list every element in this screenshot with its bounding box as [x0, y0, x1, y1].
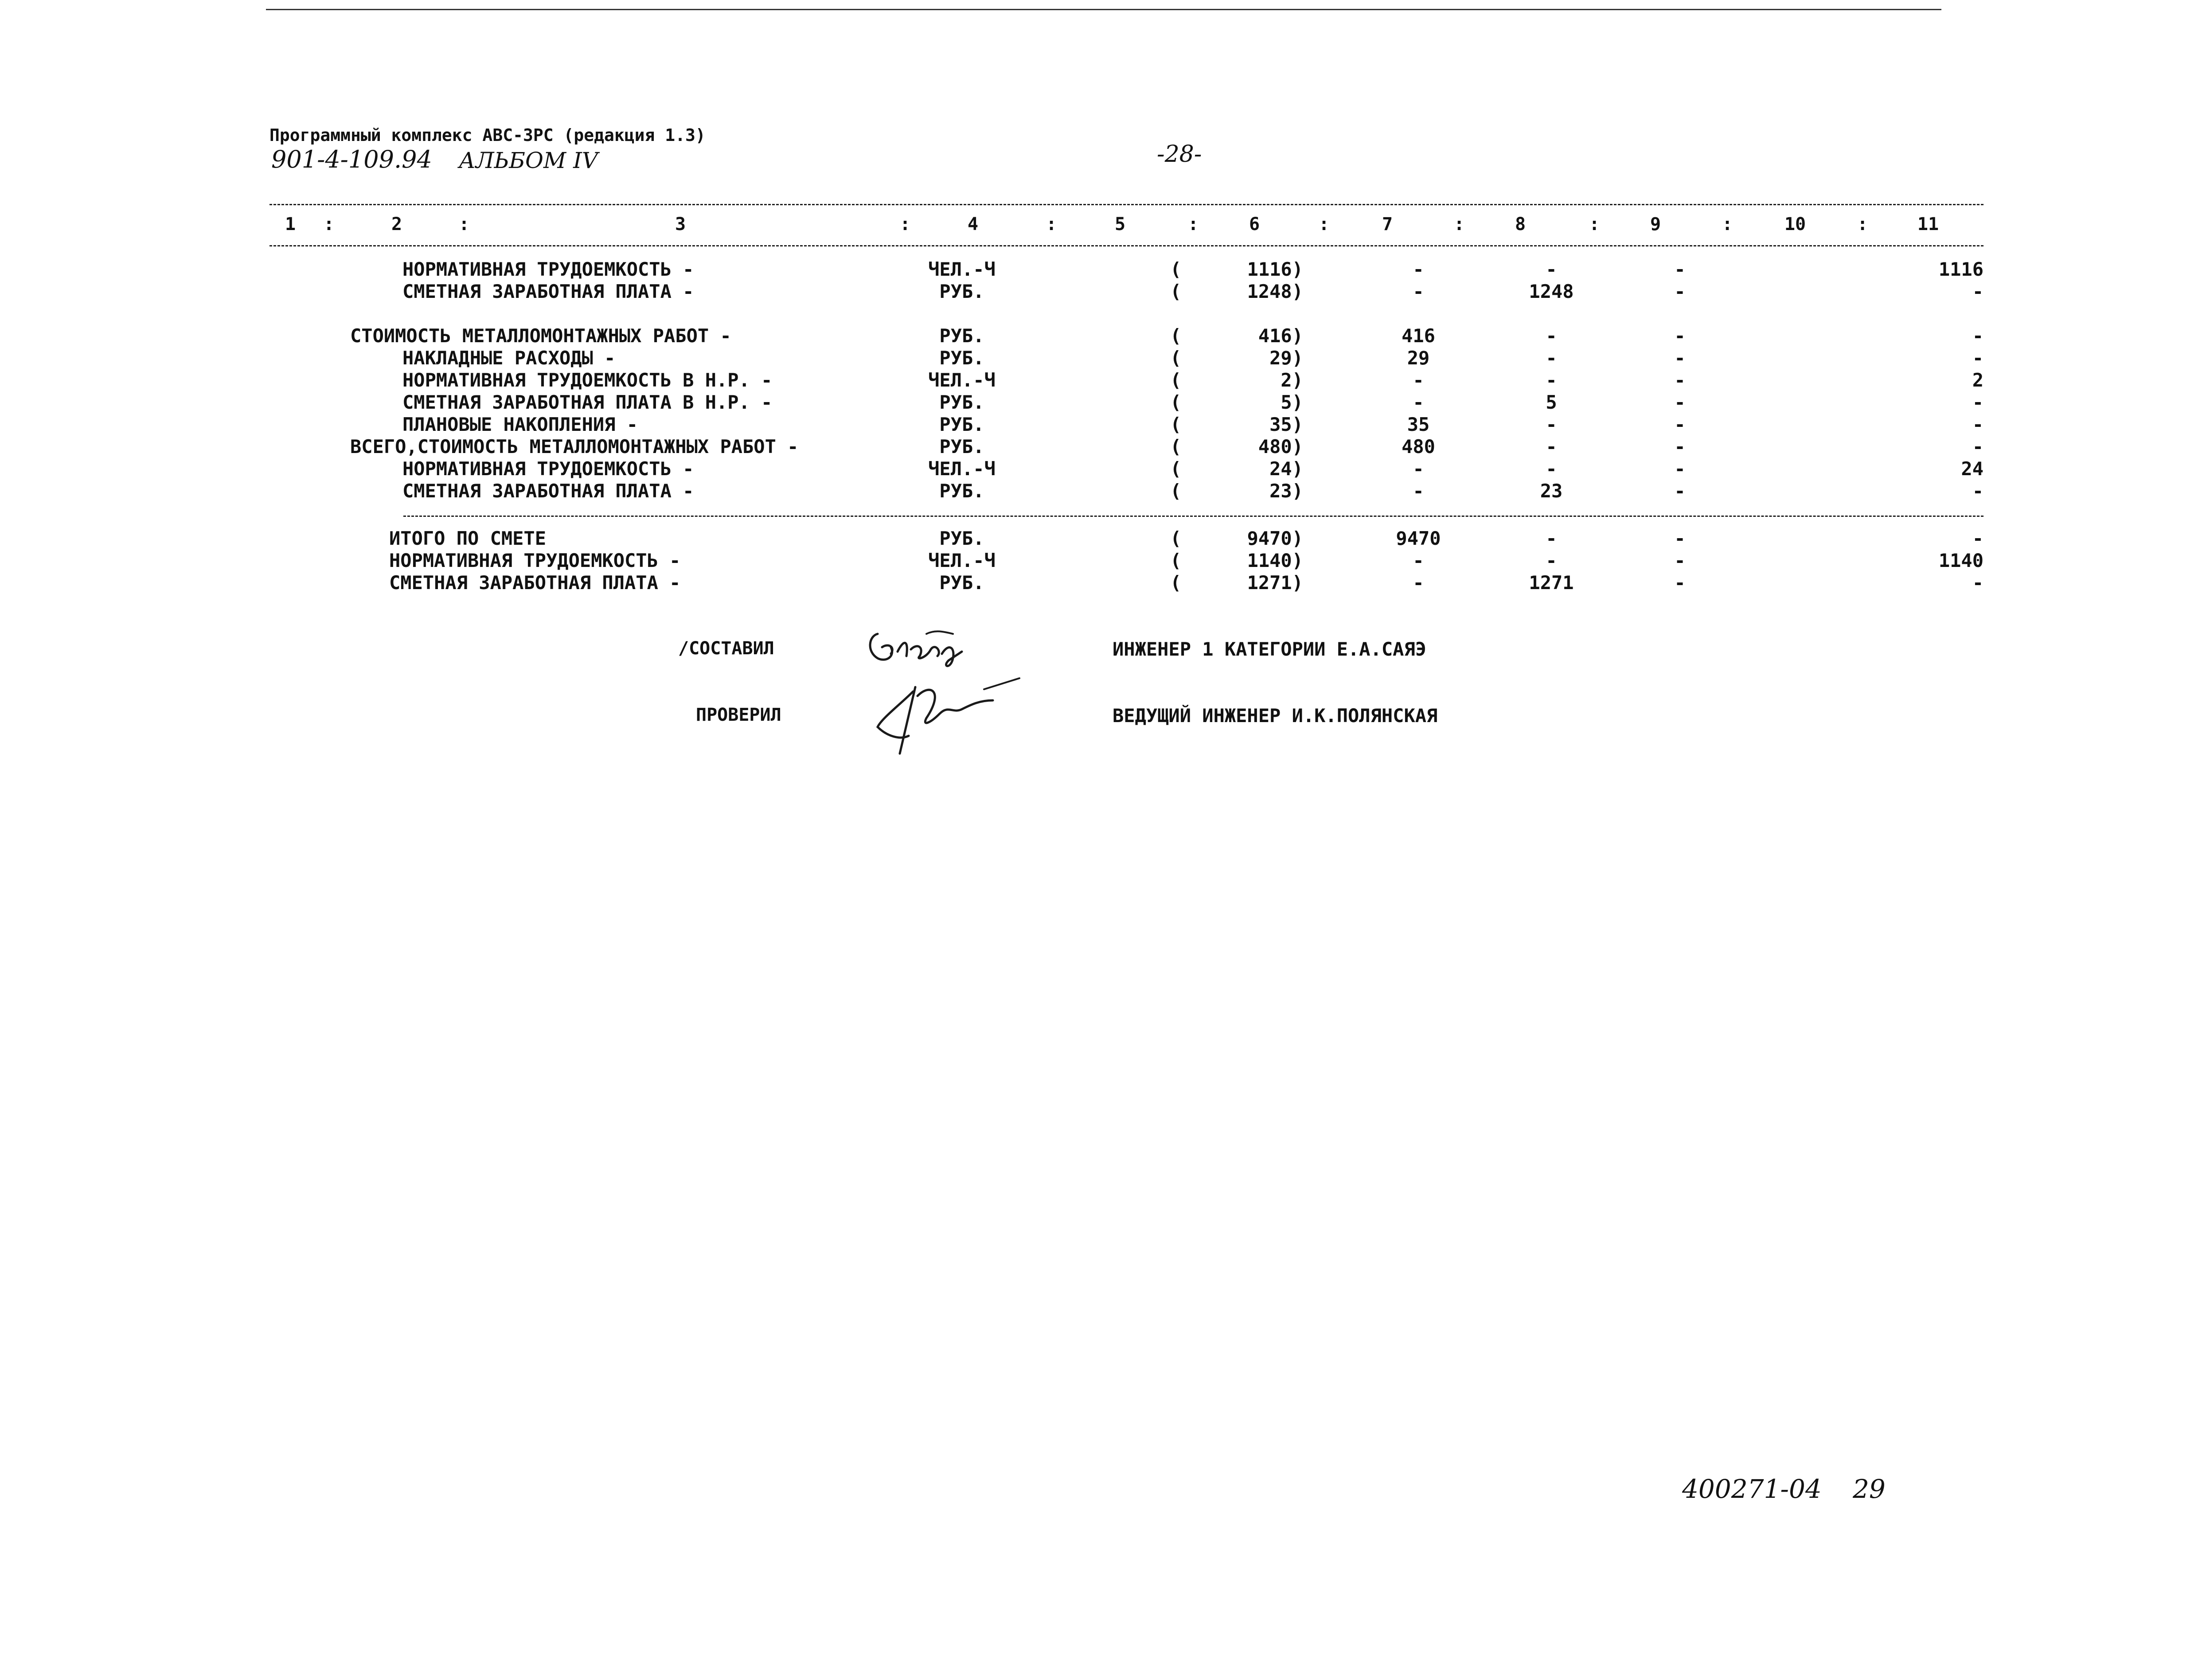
row-col7: 416 [1402, 325, 1435, 347]
row-paren: ( [1170, 369, 1182, 391]
row-paren: ( [1170, 414, 1182, 435]
table-row [0, 572, 2210, 594]
sheet-number: 29 [1853, 1474, 1886, 1504]
row-col8: - [1546, 436, 1557, 457]
row-col7: - [1413, 572, 1424, 594]
row-col6: 35) [1269, 414, 1303, 435]
row-col9: - [1674, 325, 1686, 347]
row-paren: ( [1170, 391, 1182, 413]
row-unit: РУБ. [939, 414, 984, 435]
column-header-9: 9 [1650, 214, 1661, 234]
row-col11: 24 [1961, 458, 1984, 480]
row-col7: 9470 [1396, 527, 1441, 549]
row-col6: 2) [1281, 369, 1303, 391]
column-separator: : [324, 214, 335, 234]
row-col8: 23 [1540, 480, 1563, 502]
column-separator: : [900, 214, 911, 234]
compiler-signature-icon [864, 616, 997, 674]
row-col8: - [1546, 458, 1557, 480]
column-header-3: 3 [675, 214, 686, 234]
row-col9: - [1674, 369, 1686, 391]
row-col9: - [1674, 458, 1686, 480]
row-col6: 1271) [1247, 572, 1303, 594]
row-col8: - [1546, 369, 1557, 391]
row-col8: 1271 [1529, 572, 1574, 594]
row-col8: 1248 [1529, 281, 1574, 302]
row-label: НАКЛАДНЫЕ РАСХОДЫ - [402, 347, 616, 369]
table-row [0, 550, 2210, 572]
row-col6: 5) [1281, 391, 1303, 413]
row-col6: 480) [1258, 436, 1303, 457]
row-paren: ( [1170, 347, 1182, 369]
row-col7: 480 [1402, 436, 1435, 457]
row-col11: - [1972, 391, 1984, 413]
column-header-11: 11 [1917, 214, 1939, 234]
column-header-1: 1 [285, 214, 296, 234]
row-col7: 35 [1407, 414, 1430, 435]
row-unit: РУБ. [939, 436, 984, 457]
table-row [0, 527, 2210, 550]
row-col9: - [1674, 258, 1686, 280]
row-col9: - [1674, 391, 1686, 413]
row-paren: ( [1170, 458, 1182, 480]
row-paren: ( [1170, 572, 1182, 594]
row-col7: - [1413, 550, 1424, 571]
row-unit: РУБ. [939, 347, 984, 369]
row-label: НОРМАТИВНАЯ ТРУДОЕМКОСТЬ - [402, 258, 694, 280]
column-separator: : [1589, 214, 1600, 234]
album-label: АЛЬБОМ IV [459, 148, 598, 173]
row-label: ВСЕГО,СТОИМОСТЬ МЕТАЛЛОМОНТАЖНЫХ РАБОТ - [350, 436, 799, 457]
table-row [0, 281, 2210, 303]
row-label: СТОИМОСТЬ МЕТАЛЛОМОНТАЖНЫХ РАБОТ - [350, 325, 731, 347]
row-col11: - [1972, 480, 1984, 502]
table-row [0, 436, 2210, 458]
row-label: ПЛАНОВЫЕ НАКОПЛЕНИЯ - [402, 414, 638, 435]
row-paren: ( [1170, 550, 1182, 571]
column-separator: : [1857, 214, 1868, 234]
column-header-7: 7 [1382, 214, 1393, 234]
row-unit: ЧЕЛ.-Ч [928, 458, 996, 480]
column-separator: : [459, 214, 470, 234]
row-col11: - [1972, 414, 1984, 435]
column-separator: : [1188, 214, 1199, 234]
table-row [0, 258, 2210, 281]
table-row [0, 347, 2210, 369]
row-col7: - [1413, 369, 1424, 391]
column-separator: : [1319, 214, 1330, 234]
compiled-label: /СОСТАВИЛ [678, 638, 774, 659]
checked-label: ПРОВЕРИЛ [696, 705, 781, 725]
row-unit: РУБ. [939, 325, 984, 347]
table-row [0, 391, 2210, 414]
row-label: СМЕТНАЯ ЗАРАБОТНАЯ ПЛАТА - [402, 281, 694, 302]
row-col6: 24) [1269, 458, 1303, 480]
checked-by: ВЕДУЩИЙ ИНЖЕНЕР И.К.ПОЛЯНСКАЯ [1113, 705, 1438, 727]
row-unit: РУБ. [939, 480, 984, 502]
row-unit: ЧЕЛ.-Ч [928, 258, 996, 280]
row-col11: 2 [1972, 369, 1984, 391]
row-col9: - [1674, 281, 1686, 302]
table-row [0, 414, 2210, 436]
row-col8: - [1546, 258, 1557, 280]
column-header-2: 2 [391, 214, 402, 234]
table-row [0, 325, 2210, 347]
row-col6: 1248) [1247, 281, 1303, 302]
row-col8: - [1546, 527, 1557, 549]
row-label: НОРМАТИВНАЯ ТРУДОЕМКОСТЬ В Н.Р. - [402, 369, 773, 391]
table-rule-top [269, 204, 1984, 205]
row-col7: - [1413, 258, 1424, 280]
row-col7: - [1413, 391, 1424, 413]
table-rule-header [269, 245, 1984, 246]
row-col11: - [1972, 281, 1984, 302]
row-col9: - [1674, 480, 1686, 502]
row-col6: 416) [1258, 325, 1303, 347]
row-label: СМЕТНАЯ ЗАРАБОТНАЯ ПЛАТА - [389, 572, 681, 594]
row-col11: - [1972, 325, 1984, 347]
row-col8: - [1546, 325, 1557, 347]
row-unit: РУБ. [939, 527, 984, 549]
table-rule-totals [403, 516, 1984, 517]
row-col9: - [1674, 347, 1686, 369]
row-col11: - [1972, 572, 1984, 594]
row-col6: 1116) [1247, 258, 1303, 280]
row-col6: 9470) [1247, 527, 1303, 549]
row-paren: ( [1170, 527, 1182, 549]
column-header-5: 5 [1114, 214, 1126, 234]
row-label: ИТОГО ПО СМЕТЕ [389, 527, 547, 549]
column-separator: : [1454, 214, 1465, 234]
table-row [0, 480, 2210, 502]
document-code: 901-4-109.94 [271, 145, 432, 173]
row-col11: - [1972, 347, 1984, 369]
page-number: -28- [1157, 141, 1202, 168]
row-paren: ( [1170, 436, 1182, 457]
row-unit: РУБ. [939, 572, 984, 594]
program-line: Программный комплекс АВС-3РС (редакция 1.3) [269, 125, 706, 145]
row-paren: ( [1170, 281, 1182, 302]
compiled-by: ИНЖЕНЕР 1 КАТЕГОРИИ Е.А.САЯЭ [1113, 638, 1427, 660]
row-label: СМЕТНАЯ ЗАРАБОТНАЯ ПЛАТА - [402, 480, 694, 502]
row-col11: - [1972, 527, 1984, 549]
row-col11: 1140 [1938, 550, 1984, 571]
row-paren: ( [1170, 258, 1182, 280]
row-paren: ( [1170, 480, 1182, 502]
row-col6: 29) [1269, 347, 1303, 369]
row-label: СМЕТНАЯ ЗАРАБОТНАЯ ПЛАТА В Н.Р. - [402, 391, 773, 413]
column-header-6: 6 [1249, 214, 1260, 234]
row-unit: ЧЕЛ.-Ч [928, 369, 996, 391]
row-col9: - [1674, 436, 1686, 457]
row-unit: РУБ. [939, 391, 984, 413]
column-header-4: 4 [967, 214, 979, 234]
row-col7: - [1413, 480, 1424, 502]
table-row [0, 458, 2210, 480]
checker-signature-icon [873, 669, 1033, 758]
row-col11: - [1972, 436, 1984, 457]
row-col9: - [1674, 414, 1686, 435]
row-label: НОРМАТИВНАЯ ТРУДОЕМКОСТЬ - [402, 458, 694, 480]
row-col8: 5 [1546, 391, 1557, 413]
row-unit: РУБ. [939, 281, 984, 302]
row-label: НОРМАТИВНАЯ ТРУДОЕМКОСТЬ - [389, 550, 681, 571]
row-col7: - [1413, 458, 1424, 480]
row-paren: ( [1170, 325, 1182, 347]
row-col9: - [1674, 527, 1686, 549]
row-col8: - [1546, 347, 1557, 369]
table-row [0, 369, 2210, 391]
inventory-number: 400271-04 [1682, 1474, 1822, 1504]
column-separator: : [1722, 214, 1733, 234]
row-col7: 29 [1407, 347, 1430, 369]
row-col11: 1116 [1938, 258, 1984, 280]
column-header-10: 10 [1784, 214, 1806, 234]
row-col7: - [1413, 281, 1424, 302]
top-border-line [266, 9, 1941, 10]
row-col6: 23) [1269, 480, 1303, 502]
row-col9: - [1674, 572, 1686, 594]
row-col9: - [1674, 550, 1686, 571]
row-col6: 1140) [1247, 550, 1303, 571]
row-col8: - [1546, 414, 1557, 435]
column-header-8: 8 [1515, 214, 1526, 234]
column-separator: : [1046, 214, 1057, 234]
row-col8: - [1546, 550, 1557, 571]
row-unit: ЧЕЛ.-Ч [928, 550, 996, 571]
